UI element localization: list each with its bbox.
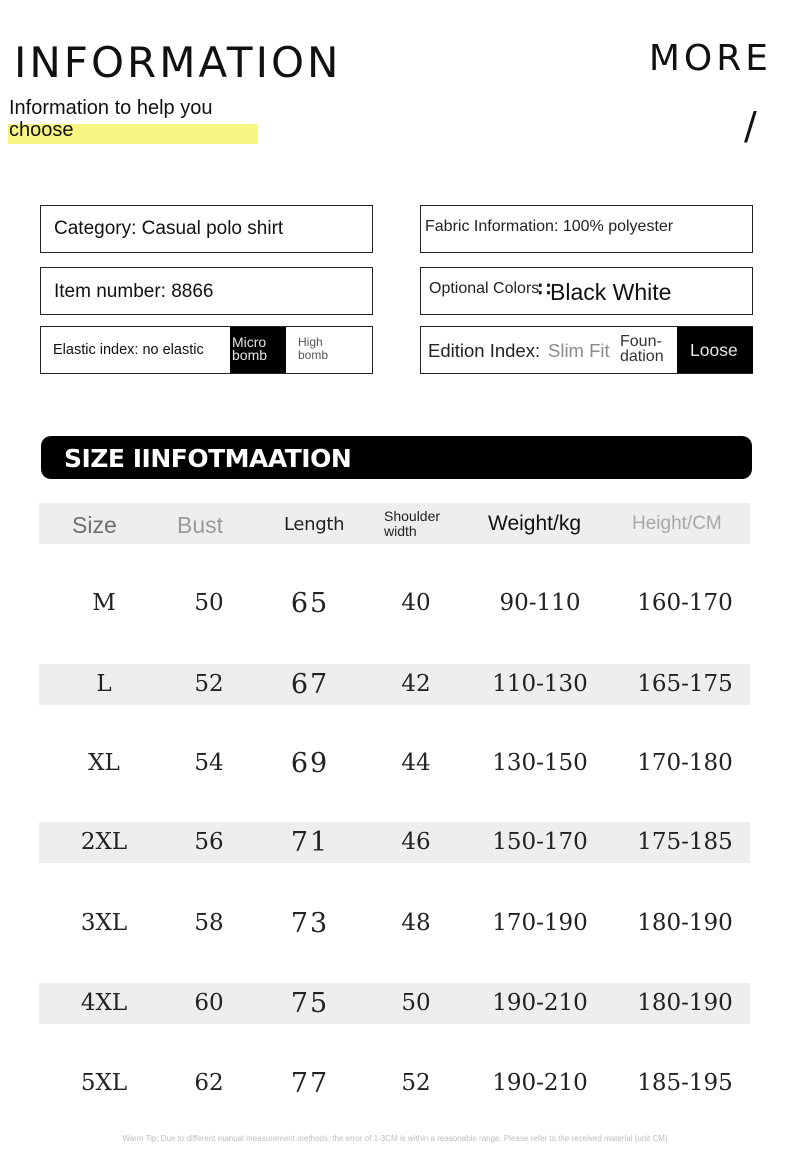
table-row <box>39 1063 750 1104</box>
edition-index-label: Edition Index: <box>428 340 541 361</box>
cell-bust: 50 <box>194 590 224 616</box>
cell-height: 180-190 <box>637 990 733 1016</box>
cell-length: 71 <box>290 827 330 858</box>
cell-bust: 56 <box>194 829 224 855</box>
cell-shoulder: 42 <box>401 671 431 697</box>
colon-dots-icon: ∷ <box>538 279 551 301</box>
cell-length: 75 <box>290 988 330 1019</box>
cell-height: 175-185 <box>637 829 733 855</box>
cell-weight: 150-170 <box>492 829 588 855</box>
item-number-text: Item number: 8866 <box>54 281 214 302</box>
table-row <box>39 983 750 1024</box>
edition-option-foundation-line1: Foun- <box>620 333 662 350</box>
optional-colors-value: Black White <box>550 279 672 305</box>
edition-option-loose: Loose <box>690 340 738 360</box>
table-row <box>39 822 750 863</box>
cell-height: 185-195 <box>637 1070 733 1096</box>
size-section-title: SIZE IINFOTMAATION <box>64 444 352 473</box>
category-text: Category: Casual polo shirt <box>54 218 284 239</box>
cell-height: 165-175 <box>637 671 733 697</box>
optional-colors-box <box>420 267 753 315</box>
cell-weight: 90-110 <box>499 590 581 616</box>
cell-size: 4XL <box>80 990 128 1016</box>
subtitle-line-2: choose <box>9 119 74 141</box>
elastic-option-micro-line1: Micro <box>232 334 267 350</box>
cell-weight: 190-210 <box>492 990 588 1016</box>
page-title: INFORMATION <box>14 38 342 87</box>
cell-length: 67 <box>290 669 330 700</box>
cell-height: 160-170 <box>637 590 733 616</box>
cell-bust: 52 <box>194 671 224 697</box>
cell-height: 170-180 <box>637 750 733 776</box>
subtitle-line-1: Information to help you <box>9 97 213 119</box>
header-weight: Weight/kg <box>488 512 581 535</box>
elastic-option-micro-line2: bomb <box>232 347 268 363</box>
cell-weight: 170-190 <box>492 910 588 936</box>
cell-size: L <box>96 671 112 697</box>
cell-size: XL <box>88 750 120 776</box>
table-row <box>39 664 750 705</box>
header-height: Height/CM <box>632 513 722 534</box>
table-row <box>39 583 750 624</box>
header-length: Length <box>284 514 345 535</box>
item-number-box <box>40 267 373 315</box>
table-row <box>39 903 750 944</box>
cell-height: 180-190 <box>637 910 733 936</box>
edition-index-box <box>420 326 753 374</box>
elastic-index-box <box>40 326 373 374</box>
cell-weight: 190-210 <box>492 1070 588 1096</box>
fabric-text: Fabric Information: 100% polyester <box>425 218 674 235</box>
cell-length: 77 <box>290 1068 330 1099</box>
fabric-box <box>420 205 753 253</box>
header-shoulder-line1: Shoulder <box>384 508 441 524</box>
cell-bust: 60 <box>194 990 224 1016</box>
elastic-option-high-line1: High <box>298 335 323 349</box>
cell-size: 5XL <box>80 1070 128 1096</box>
cell-bust: 54 <box>194 750 224 776</box>
cell-size: 2XL <box>80 829 128 855</box>
elastic-option-micro-selected <box>230 327 286 373</box>
table-row <box>39 743 750 784</box>
header-bust: Bust <box>177 512 224 538</box>
elastic-option-high-line2: bomb <box>298 348 329 362</box>
header-size: Size <box>72 512 117 538</box>
optional-colors-label: Optional Colors <box>429 280 540 297</box>
size-table-header <box>39 503 750 544</box>
cell-length: 65 <box>290 588 330 619</box>
cell-shoulder: 52 <box>401 1070 431 1096</box>
cell-weight: 110-130 <box>492 671 588 697</box>
cell-shoulder: 46 <box>401 829 431 855</box>
more-link[interactable]: MORE <box>648 38 772 79</box>
slash-divider: / <box>744 104 757 148</box>
cell-size: 3XL <box>80 910 128 936</box>
header-shoulder-line2: width <box>384 523 417 539</box>
cell-length: 69 <box>290 748 330 779</box>
elastic-index-label: Elastic index: no elastic <box>53 342 204 358</box>
edition-option-foundation-line2: dation <box>620 348 664 365</box>
category-box <box>40 205 373 253</box>
cell-weight: 130-150 <box>492 750 588 776</box>
cell-bust: 62 <box>194 1070 224 1096</box>
cell-shoulder: 50 <box>401 990 431 1016</box>
cell-size: M <box>92 590 116 616</box>
size-section-heading <box>41 436 752 479</box>
cell-shoulder: 48 <box>401 910 431 936</box>
edition-option-slim: Slim Fit <box>548 340 610 361</box>
cell-shoulder: 44 <box>401 750 431 776</box>
cell-length: 73 <box>290 908 330 939</box>
cell-bust: 58 <box>194 910 224 936</box>
warm-tip: Warm Tip: Due to different manual measurement methods, the error of 1-3CM is within a reasonable range. Please refer to the received material (unit CM) <box>122 1134 668 1143</box>
cell-shoulder: 40 <box>401 590 431 616</box>
edition-option-loose-selected <box>677 327 753 373</box>
